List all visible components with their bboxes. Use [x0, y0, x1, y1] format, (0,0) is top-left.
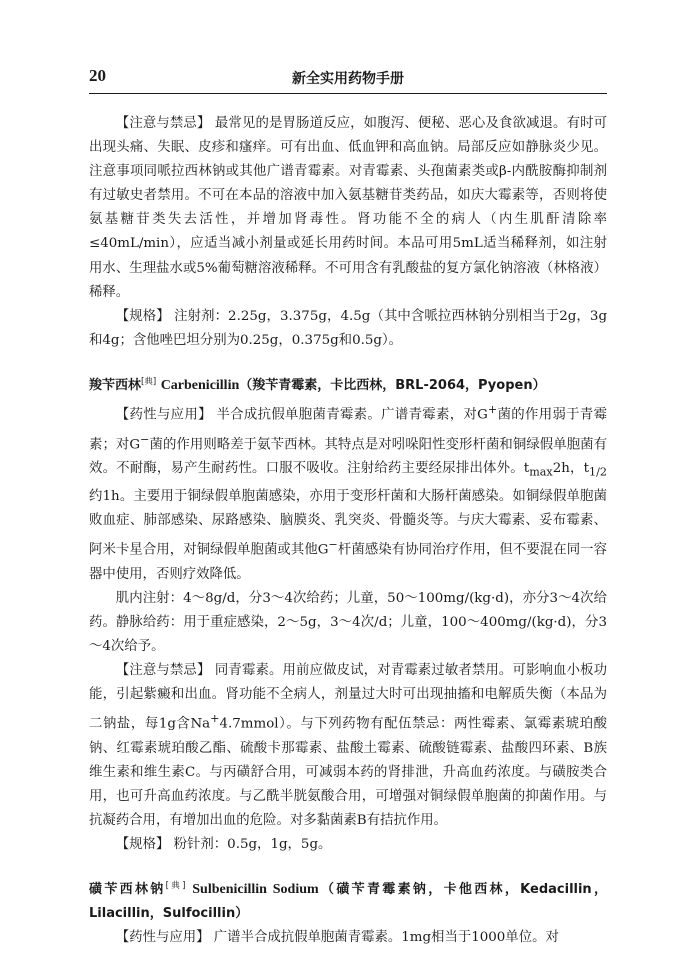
page-number: 20 — [89, 66, 106, 85]
header-rule — [89, 93, 607, 94]
sulbenicillin-pharmacology: 【药性与应用】 广谱半合成抗假单胞菌青霉素。1mg相当于1000单位。对 — [115, 930, 559, 946]
drug-name-cn: 羧苄西林 — [89, 377, 142, 393]
carbenicillin-precautions: 【注意与禁忌】 同青霉素。用前应做皮试，对青霉素过敏者禁用。可影响血小板功能，引起紫癜和出血。肾功能不全病人，剂量过大时可出现抽搐和电解质失衡（本品为二钠盐，每1g含Na+4.7mmol）。与下列药物有配伍禁忌：两性霉素、氯霉素琥珀酸钠、红霉素琥珀酸乙酯、硫酸卡那霉素、盐酸土霉素、硫酸链霉素、盐酸四环素、B族维生素和维生素C。与丙磺舒合用，可减弱本药的肾排泄，升高血药浓度。与磺胺类合用，也可升高血药浓度。与乙酰半胱氨酸合用，可增强对铜绿假单胞菌的抑菌作用。与抗凝药合用，有增加出血的危险。对多黏菌素B有拮抗作用。 — [89, 663, 608, 829]
section-label: 【药性与应用】 — [115, 930, 210, 946]
page-content — [89, 112, 607, 951]
piperacillin-precautions: 【注意与禁忌】 最常见的是胃肠道反应，如腹泻、便秘、恶心及食欲减退。有时可出现头痛、失眠、皮疹和瘙痒。可有出血、低血钾和高血钠。局部反应如静脉炎少见。注意事项同哌拉西林钠或其他广谱青霉素。对青霉素、头孢菌素类或β-内酰胺酶抑制剂有过敏史者禁用。不可在本品的溶液中加入氨基糖苷类药品，如庆大霉素等，否则将使氨基糖苷类失去活性，并增加肾毒性。肾功能不全的病人（内生肌酐清除率≤40mL/min），应适当减小剂量或延长用药时间。本品可用5mL适当稀释剂，如注射用水、生理盐水或5%葡萄糖溶液稀释。不可用含有乳酸盐的复方氯化钠溶液（林格液）稀释。 — [89, 116, 608, 300]
carbenicillin-heading — [89, 370, 607, 398]
pharmacopoeia-mark: [典] — [165, 881, 186, 892]
book-title: 新全实用药物手册 — [292, 71, 404, 87]
section-label: 【规格】 — [115, 308, 170, 324]
entry-gap — [89, 857, 607, 874]
drug-name-cn: 磺苄西林钠 — [89, 882, 166, 898]
piperacillin-specification: 【规格】 注射剂：2.25g，3.375g，4.5g（其中含哌拉西林钠分别相当于2g，3g和4g；含他唑巴坦分别为0.25g，0.375g和0.5g）。 — [89, 308, 608, 348]
section-label: 【药性与应用】 — [115, 407, 212, 423]
drug-aliases: （磺苄青霉素钠，卡他西林，Kedacillin，Lilacillin，Sulfocillin） — [89, 882, 608, 922]
drug-name-en: Sulbenicillin Sodium — [192, 882, 319, 898]
section-label: 【注意与禁忌】 — [115, 116, 211, 131]
sulbenicillin-heading — [89, 874, 607, 926]
drug-name-en: Carbenicillin — [160, 377, 240, 393]
drug-aliases: （羧苄青霉素，卡比西林，BRL-2064，Pyopen） — [239, 377, 546, 393]
entry-gap — [89, 353, 607, 370]
carbenicillin-pharmacology: 【药性与应用】 半合成抗假单胞菌青霉素。广谱青霉素，对G+菌的作用弱于青霉素；对G−菌的作用则略差于氨苄西林。其特点是对吲哚阳性变形杆菌和铜绿假单胞菌有效。不耐酶，易产生耐药性。口服不吸收。注射给药主要经尿排出体外。$t_{max}2h$，$t_{1/2}$约1h。主要用于铜绿假单胞菌感染，亦用于变形杆菌和大肠杆菌感染。如铜绿假单胞菌败血症、肺部感染、尿路感染、脑膜炎、乳突炎、骨髓炎等。与庆大霉素、妥布霉素、阿米卡星合用，对铜绿假单胞菌或其他G−杆菌感染有协同治疗作用，但不要混在同一容器中使用，否则疗效降低。 — [89, 403, 608, 582]
section-label: 【规格】 — [115, 837, 170, 853]
carbenicillin-specification: 【规格】 粉针剂：0.5g，1g，5g。 — [115, 837, 332, 853]
carbenicillin-dosage: 肌内注射：4～8g/d，分3～4次给药；儿童，50～100mg/(kg·d)，亦分3～4次给药。静脉给药：用于重症感染，2～5g，3～4次/d；儿童，100～400mg/(kg·d)，分3～4次给予。 — [89, 590, 607, 654]
running-header — [89, 66, 607, 92]
section-label: 【注意与禁忌】 — [115, 663, 211, 679]
pharmacopoeia-mark: [典] — [141, 376, 157, 387]
